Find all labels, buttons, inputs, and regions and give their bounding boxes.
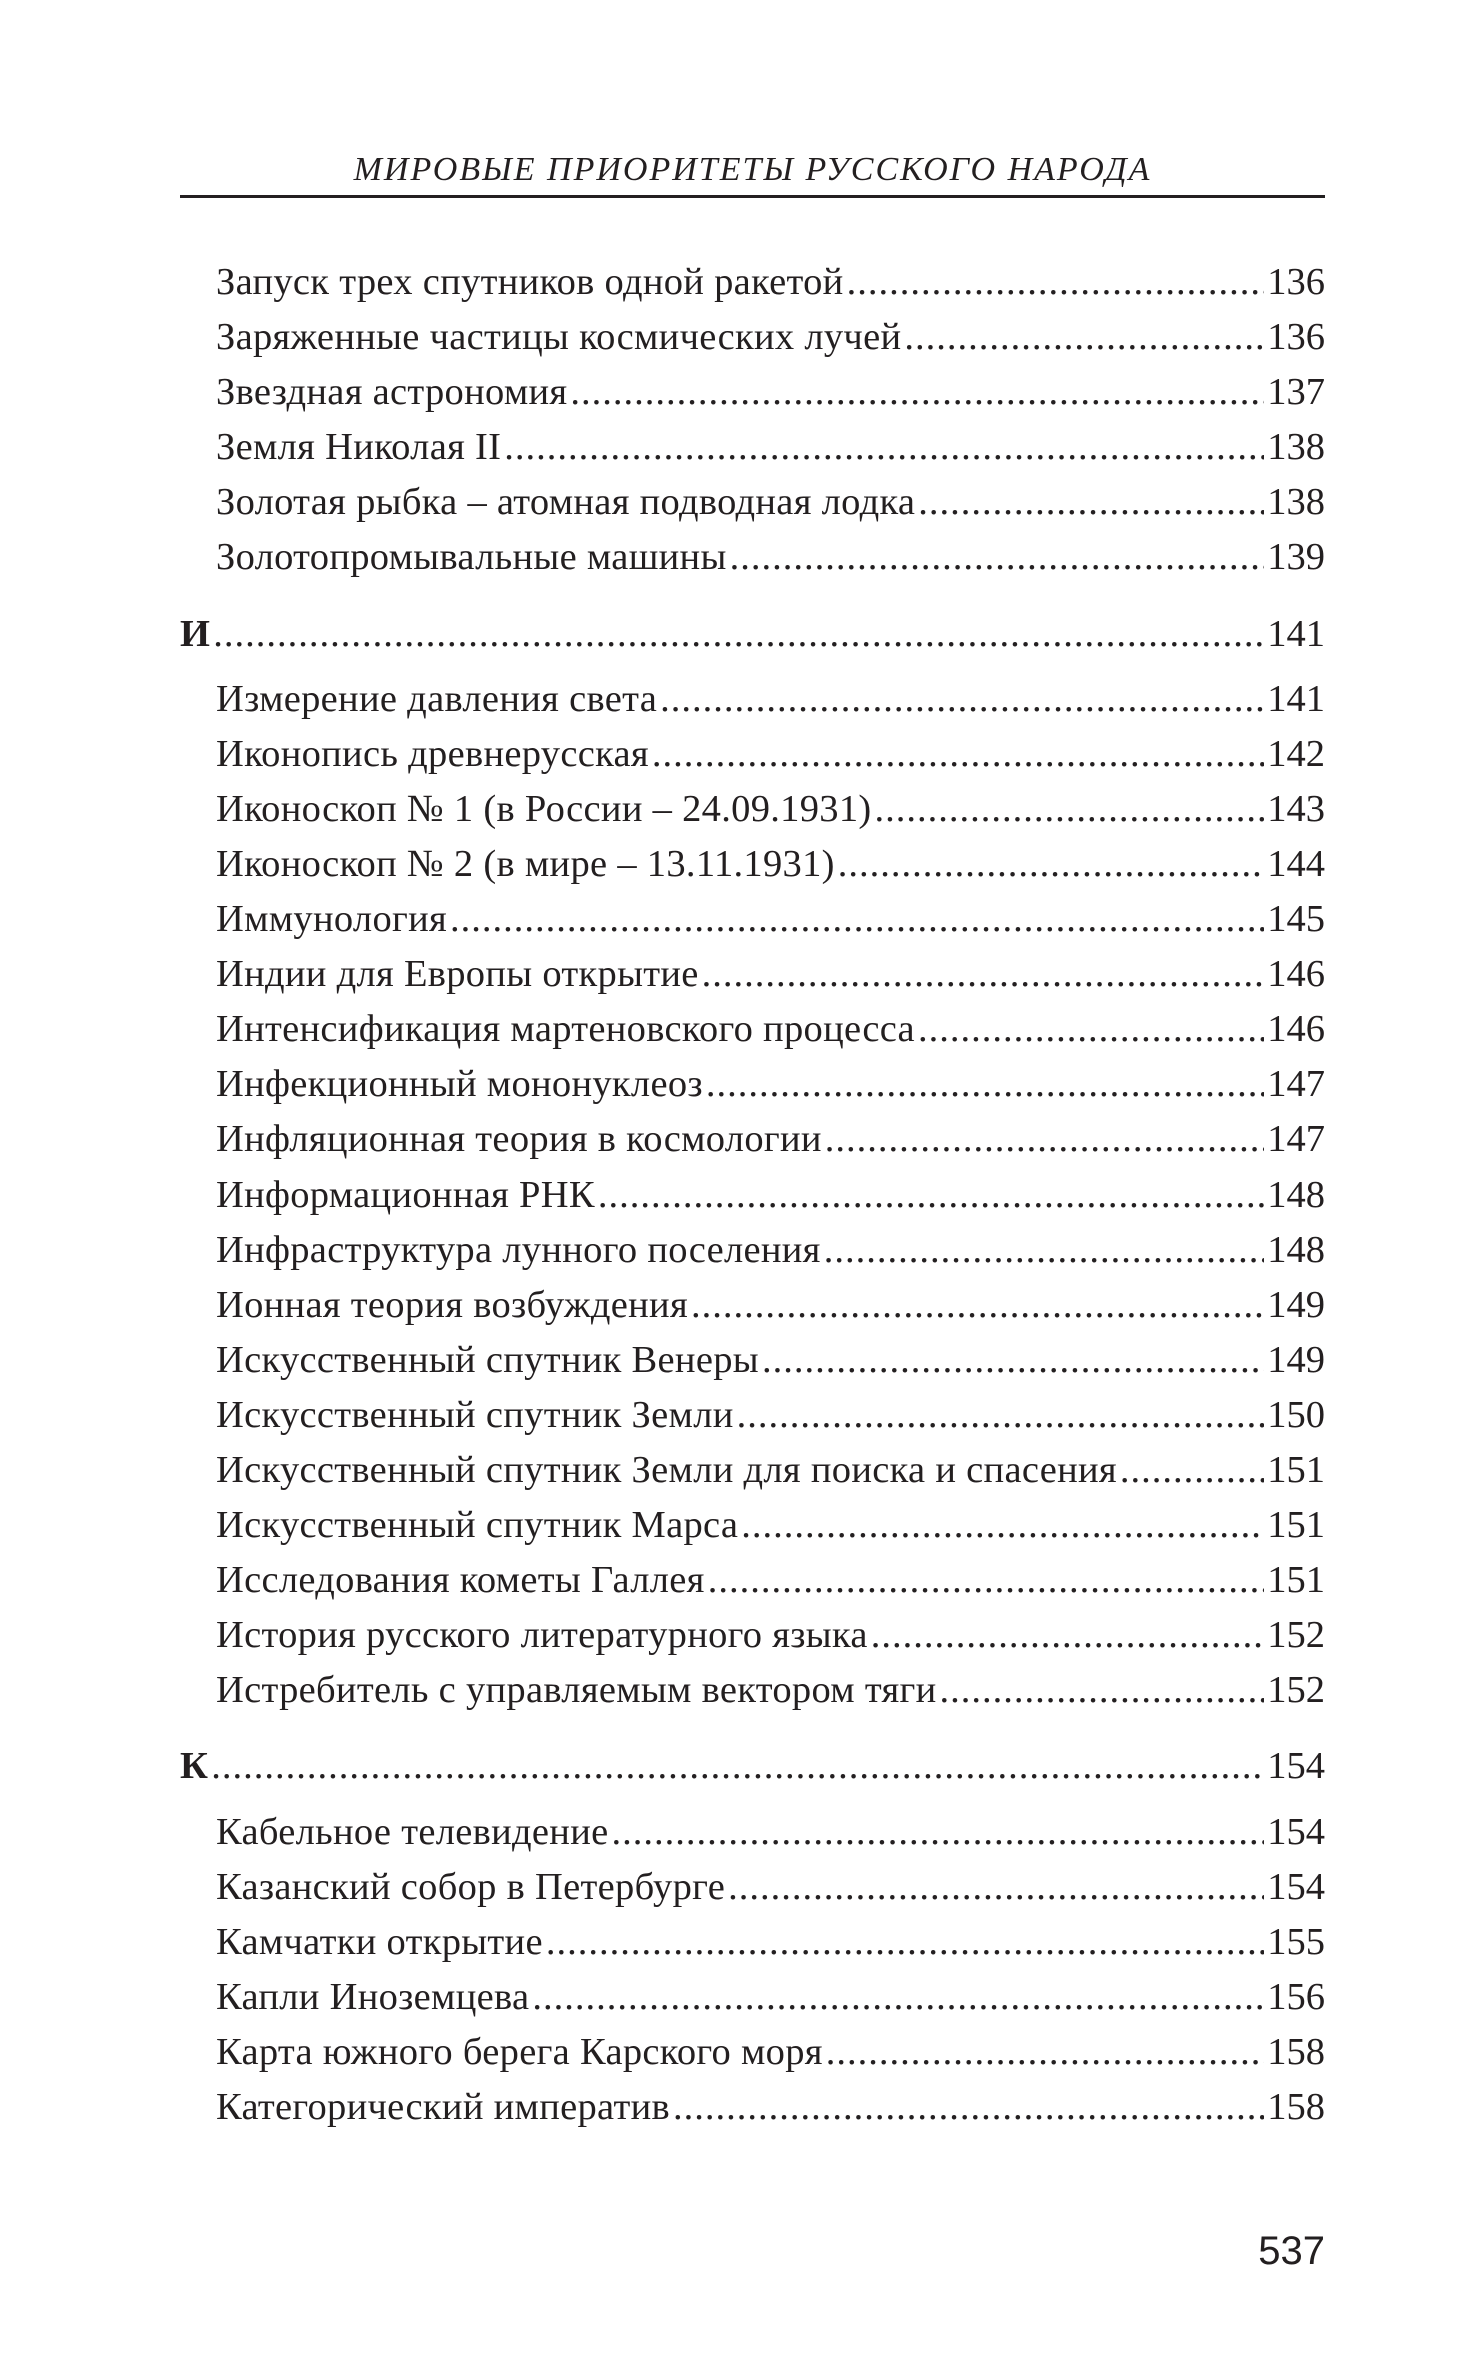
toc-entry-page: 152 [1267, 1614, 1325, 1657]
toc-entry-title: Запуск трех спутников одной ракетой [216, 261, 844, 303]
toc-entry-page: 152 [1267, 1669, 1325, 1712]
toc-section-i [180, 607, 1325, 662]
page-number: 537 [1258, 2229, 1325, 2273]
toc-entry-page: 158 [1267, 2030, 1325, 2073]
toc-entry-title: Золотопромывальные машины [216, 536, 727, 579]
toc-entry-title: Истребитель с управляемым вектором тяги [216, 1669, 937, 1712]
toc-entry-page: 147 [1267, 1063, 1325, 1106]
dot-leader [598, 1168, 1264, 1223]
toc-entry [180, 1278, 1325, 1333]
dot-leader [612, 1805, 1265, 1860]
toc-entry-page: 143 [1267, 787, 1325, 830]
toc-entry-title: Искусственный спутник Венеры [216, 1338, 759, 1381]
dot-leader [660, 672, 1264, 727]
dot-leader [532, 1970, 1264, 2025]
toc-entry [180, 2080, 1325, 2135]
dot-leader [918, 1002, 1264, 1057]
toc-entry [180, 1498, 1325, 1553]
toc-entry-title: Кабельное телевидение [216, 1810, 609, 1853]
toc-entry-title: Заряженные частицы космических лучей [216, 316, 902, 359]
toc-entry [180, 1915, 1325, 1970]
toc-entry-page: 138 [1267, 426, 1325, 469]
toc-entry-page: 141 [1267, 677, 1325, 720]
toc-entry-page: 138 [1267, 481, 1325, 524]
toc-entry [180, 892, 1325, 947]
toc-entry-title: Исследования кометы Галлея [216, 1559, 705, 1602]
toc-entry-title: Земля Николая II [216, 426, 502, 469]
toc-entry-page: 137 [1267, 371, 1325, 414]
dot-leader [904, 310, 1264, 365]
dot-leader [730, 530, 1265, 585]
dot-leader [673, 2080, 1264, 2135]
toc-entry [180, 1333, 1325, 1388]
toc-entry [180, 1860, 1325, 1915]
section-page: 154 [1267, 1745, 1325, 1788]
toc-entry-title: Инфекционный мононуклеоз [216, 1063, 703, 1106]
toc-entry-page: 136 [1267, 261, 1325, 303]
toc-entry-page: 155 [1267, 1920, 1325, 1963]
toc-entry-title: Инфляционная теория в космологии [216, 1118, 822, 1161]
toc-entry-page: 136 [1267, 316, 1325, 359]
toc-entry-title: Камчатки открытие [216, 1920, 543, 1963]
dot-leader [847, 255, 1265, 310]
toc-entry [180, 1223, 1325, 1278]
dot-leader [825, 1112, 1264, 1167]
toc-entry-title: Капли Иноземцева [216, 1975, 530, 2018]
toc-entry [180, 1443, 1325, 1498]
dot-leader [728, 1860, 1264, 1915]
dot-leader [211, 1739, 1264, 1794]
toc-entry-page: 154 [1267, 1810, 1325, 1853]
dot-leader [918, 475, 1264, 530]
toc-entry-title: Категорический императив [216, 2086, 670, 2128]
dot-leader [691, 1278, 1264, 1333]
toc-entry-page: 151 [1267, 1504, 1325, 1547]
toc-entry-title: Карта южного берега Карского моря [216, 2030, 823, 2073]
toc-entry-page: 150 [1267, 1393, 1325, 1436]
toc-entry [180, 947, 1325, 1002]
dot-leader [706, 1057, 1264, 1112]
dot-leader [871, 1608, 1264, 1663]
toc-entry-title: Интенсификация мартеновского процесса [216, 1008, 915, 1051]
toc-entry-title: Иконоскоп № 1 (в России – 24.09.1931) [216, 787, 872, 830]
toc-entry [180, 530, 1325, 585]
toc-entry [180, 475, 1325, 530]
toc-entry-title: Иконопись древнерусская [216, 732, 649, 775]
dot-leader [940, 1663, 1265, 1718]
toc-entry [180, 782, 1325, 837]
toc-entry-page: 145 [1267, 898, 1325, 941]
toc-entry-title: Ионная теория возбуждения [216, 1283, 688, 1326]
toc-entry [180, 255, 1325, 310]
toc-entry-page: 148 [1267, 1173, 1325, 1216]
toc-entry-title: Инфраструктура лунного поселения [216, 1228, 821, 1271]
toc-entry-title: Индии для Европы открытие [216, 953, 699, 996]
toc-entry-title: Искусственный спутник Земли [216, 1393, 734, 1436]
dot-leader [652, 727, 1264, 782]
toc-entry-page: 144 [1267, 842, 1325, 885]
toc-entry-title: Измерение давления света [216, 677, 658, 720]
toc-entry [180, 1002, 1325, 1057]
dot-leader [213, 607, 1264, 662]
toc-entry [180, 310, 1325, 365]
toc-entry-title: История русского литературного языка [216, 1614, 868, 1657]
toc-entry [180, 2025, 1325, 2080]
toc-entry [180, 1805, 1325, 1860]
header-rule [180, 195, 1325, 198]
dot-leader [824, 1223, 1265, 1278]
toc-entry [180, 420, 1325, 475]
toc-entry-page: 149 [1267, 1338, 1325, 1381]
running-head: МИРОВЫЕ ПРИОРИТЕТЫ РУССКОГО НАРОДА [353, 151, 1152, 188]
section-page: 141 [1267, 612, 1325, 655]
toc-entry-page: 146 [1267, 953, 1325, 996]
dot-leader [1120, 1443, 1264, 1498]
toc-entry [180, 727, 1325, 782]
toc-entry [180, 1608, 1325, 1663]
toc-entry-title: Иконоскоп № 2 (в мире – 13.11.1931) [216, 842, 835, 885]
toc-entry-page: 151 [1267, 1448, 1325, 1491]
section-letter: К [180, 1745, 209, 1788]
toc-entry [180, 672, 1325, 727]
toc-entry-page: 156 [1267, 1975, 1325, 2018]
toc-entry [180, 1388, 1325, 1443]
toc-entry-title: Казанский собор в Петербурге [216, 1865, 726, 1908]
dot-leader [762, 1333, 1264, 1388]
toc-entry-page: 139 [1267, 536, 1325, 579]
toc-entry [180, 365, 1325, 420]
toc-entry-title: Золотая рыбка – атомная подводная лодка [216, 481, 916, 524]
table-of-contents [180, 255, 1325, 2135]
dot-leader [826, 2025, 1264, 2080]
toc-entry [180, 1970, 1325, 2025]
dot-leader [546, 1915, 1264, 1970]
toc-entry-page: 149 [1267, 1283, 1325, 1326]
dot-leader [875, 782, 1265, 837]
toc-entry [180, 1663, 1325, 1718]
toc-entry-title: Иммунология [216, 898, 447, 941]
toc-entry [180, 1553, 1325, 1608]
dot-leader [702, 947, 1265, 1002]
dot-leader [450, 892, 1264, 947]
toc-entry [180, 837, 1325, 892]
toc-entry-page: 146 [1267, 1008, 1325, 1051]
toc-entry [180, 1057, 1325, 1112]
toc-entry-page: 147 [1267, 1118, 1325, 1161]
toc-entry-page: 151 [1267, 1559, 1325, 1602]
toc-entry-page: 158 [1267, 2086, 1325, 2128]
toc-section-k [180, 1739, 1325, 1794]
toc-entry-title: Искусственный спутник Марса [216, 1504, 739, 1547]
toc-entry [180, 1112, 1325, 1167]
dot-leader [737, 1388, 1265, 1443]
toc-entry-page: 148 [1267, 1228, 1325, 1271]
toc-entry [180, 1168, 1325, 1223]
toc-entry-page: 142 [1267, 732, 1325, 775]
toc-entry-title: Искусственный спутник Земли для поиска и спасения [216, 1448, 1117, 1491]
dot-leader [838, 837, 1265, 892]
toc-entry-title: Звездная астрономия [216, 371, 568, 414]
dot-leader [504, 420, 1264, 475]
dot-leader [570, 365, 1264, 420]
dot-leader [741, 1498, 1264, 1553]
toc-entry-page: 154 [1267, 1865, 1325, 1908]
toc-entry-title: Информационная РНК [216, 1173, 595, 1216]
dot-leader [708, 1553, 1265, 1608]
section-letter: И [180, 612, 211, 655]
